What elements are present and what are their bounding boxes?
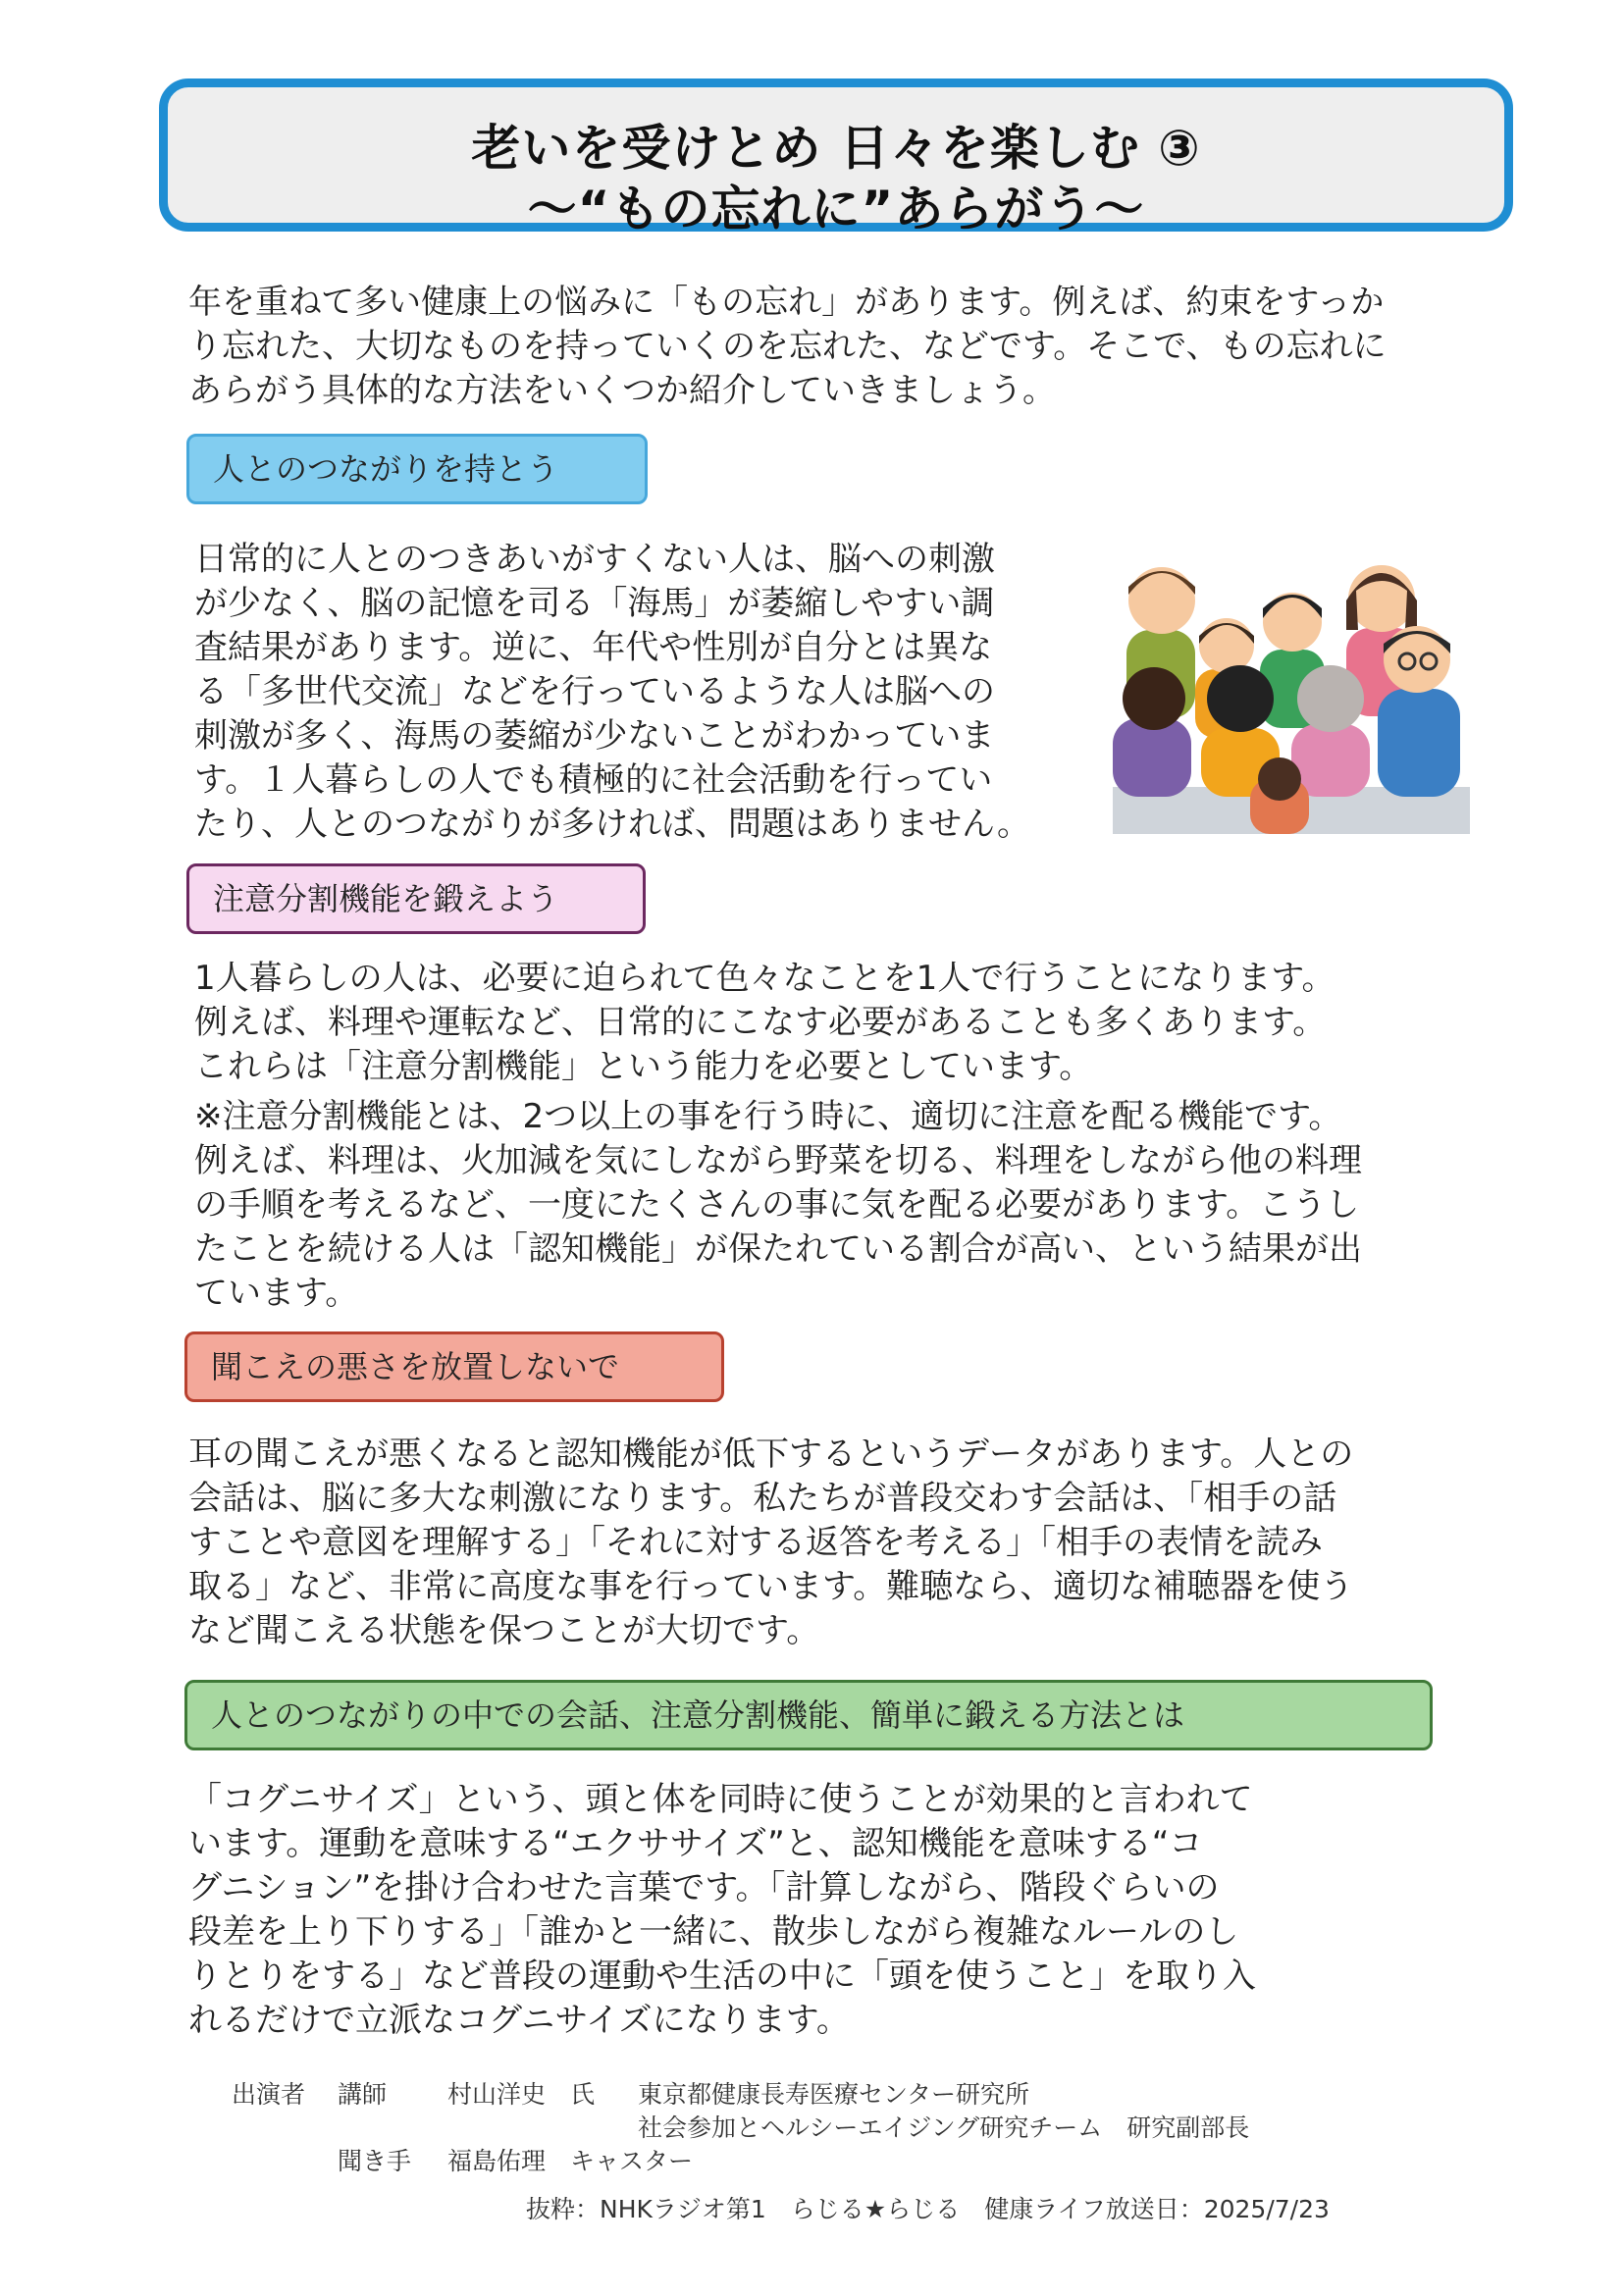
credits-affiliation-2: 社会参加とヘルシーエイジング研究チーム 研究副部長 [638,2113,1250,2142]
intro-paragraph: 年を重ねて多い健康上の悩みに「もの忘れ」があります。例えば、約束をすっか り忘れた、大切なものを持っていくのを忘れた、などです。そこで、もの忘れに あらがう具体的な方法をいくつか紹介していきましょう。 [188,283,1387,410]
credits-performers-label: 出演者 [232,2080,306,2109]
person-woman-front-left [1113,667,1191,797]
section-heading-hearing: 聞こえの悪さを放置しないで [184,1331,724,1402]
credits-lecturer-name: 村山洋史 氏 [447,2080,596,2109]
credits-lecturer-label: 講師 [338,2080,388,2109]
section-heading-cognicise: 人とのつながりの中での会話、注意分割機能、簡単に鍛える方法とは [184,1680,1433,1750]
section-heading-attention: 注意分割機能を鍛えよう [186,863,646,934]
group-people-illustration [1113,551,1470,834]
section-note-attention: ※注意分割機能とは、2つ以上の事を行う時に、適切に注意を配る機能です。 例えば、料理は、火加減を気にしながら野菜を切る、料理をしながら他の料理 の手順を考えるなど、一度にたくさんの事に気を配る必要があります。こうし たことを続ける人は「認知機能」が保たれている割合が高い、という結果が出 ています。 [194,1097,1362,1313]
section-body-connections: 日常的に人とのつきあいがすくない人は、脳への刺激 が少なく、脳の記憶を司る「海馬」が萎縮しやすい調 査結果があります。逆に、年代や性別が自分とは異な る「多世代交流」などを行っているような人は脳への 刺激が多く、海馬の萎縮が少ないことがわかっていま す。１人暮らしの人でも積極的に社会活動を行ってい たり、人とのつながりが多ければ、問題はありません。 [194,540,1031,844]
credits-interviewer-label: 聞き手 [338,2147,412,2175]
section-body-cognicise: 「コグニサイズ」という、頭と体を同時に使うことが効果的と言われて います。運動を意味する“エクササイズ”と、認知機能を意味する“コ グニション”を掛け合わせた言葉です。「計算しながら、階段ぐらいの 段差を上り下りする」「誰かと一緒に、散歩しながら複雑なルールのし りとりをする」など普段の運動や生活の中に「頭を使うこと」を取り入 れるだけで立派なコグニサイズになります。 [188,1780,1256,2040]
credits-affiliation-1: 東京都健康長寿医療センター研究所 [638,2080,1030,2109]
title-sub: ～“もの忘れに”あらがう～ [527,181,1145,237]
person-grandmother [1291,665,1370,797]
title-main: 老いを受けとめ 日々を楽しむ ③ [471,120,1201,177]
title-banner [159,78,1513,237]
section-body-attention: 1人暮らしの人は、必要に迫られて色々なことを1人で行うことになります。 例えば、料理や運転など、日常的にこなす必要があることも多くあります。 これらは「注意分割機能」という能力を必要としています。 [194,959,1335,1086]
person-man-glasses [1378,626,1460,797]
section-body-hearing: 耳の聞こえが悪くなると認知機能が低下するというデータがあります。人との 会話は、脳に多大な刺激になります。私たちが普段交わす会話は、「相手の話 すことや意図を理解する」「それに対する返答を考える」「相手の表情を読み 取る」など、非常に高度な事を行っています。難聴なら、適切な補聴器を使う など聞こえる状態を保つことが大切です。 [188,1435,1354,1650]
credits-interviewer: 福島佑理 キャスター [447,2147,694,2175]
section-heading-connections: 人とのつながりを持とう [186,434,648,504]
source-citation: 抜粋：NHKラジオ第1 らじる★らじる 健康ライフ放送日：2025/7/23 [526,2195,1330,2223]
